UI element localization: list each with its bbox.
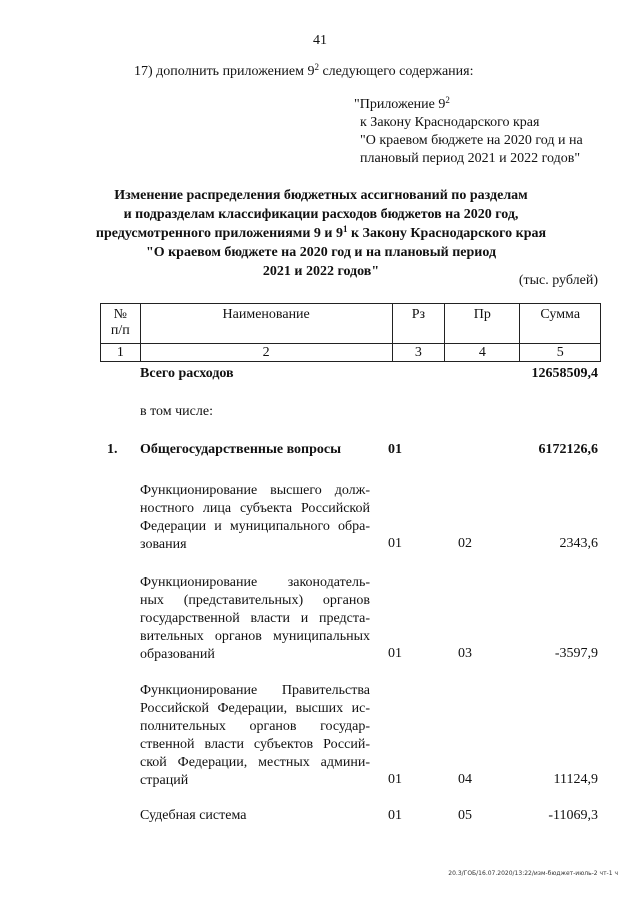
appendix-line2: к Закону Краснодарского края	[360, 115, 540, 130]
colnum-5: 5	[520, 344, 601, 362]
title-line3-suffix: к Закону Краснодарского края	[347, 226, 547, 241]
title-line2: и подразделам классификации расходов бюджетов на 2020 год,	[123, 207, 519, 222]
section1-name: Общегосударственные вопросы	[140, 442, 342, 457]
title-line1: Изменение распределения бюджетных ассигнований по разделам	[114, 188, 528, 203]
colnum-4: 4	[445, 344, 520, 362]
appendix-line3: "О краевом бюджете на 2020 год и на	[360, 133, 583, 148]
row3-rz: 01	[388, 772, 402, 787]
row3-pr: 04	[458, 772, 472, 787]
colnum-1: 1	[101, 344, 141, 362]
section1-num: 1.	[107, 442, 118, 457]
appendix-line1: "Приложение 9	[354, 97, 446, 112]
header-sum: Сумма	[520, 304, 601, 344]
intro-text	[134, 64, 474, 80]
intro-suffix: следующего содержания:	[318, 64, 474, 79]
total-sum: 12658509,4	[531, 366, 598, 381]
total-name: Всего расходов	[140, 366, 234, 381]
intro-sup: 2	[314, 62, 319, 72]
header-rz: Рз	[392, 304, 445, 344]
section1-sum: 6172126,6	[538, 442, 598, 457]
title-line3-prefix: предусмотренного приложениями 9 и 9	[95, 226, 343, 241]
row1-pr: 02	[458, 536, 472, 551]
footer-code: 20.3/ГОБ/16.07.2020/13:22/изм-бюджет-июль-2 чт-1 ч	[448, 870, 618, 877]
title-line4: "О краевом бюджете на 2020 год и на плановый период	[145, 245, 497, 260]
including-label: в том числе:	[140, 404, 213, 419]
row4-pr: 05	[458, 808, 472, 823]
units-label: (тыс. рублей)	[518, 273, 598, 288]
row2-name: Функционирование законодатель- ных (представительных) органов государственной власти и предста- вительных органов муниципальных образований	[140, 575, 370, 662]
row1-rz: 01	[388, 536, 402, 551]
row1-name: Функционирование высшего долж- ностного лица субъекта Российской Федерации и муниципального обра- зования	[140, 483, 370, 552]
row1-sum: 2343,6	[559, 536, 598, 551]
row4-rz: 01	[388, 808, 402, 823]
title-line5: 2021 и 2022 годов"	[262, 264, 380, 279]
colnum-3: 3	[392, 344, 445, 362]
table-header	[100, 303, 601, 362]
row4-name: Судебная система	[140, 808, 247, 823]
header-num: № п/п	[101, 304, 141, 344]
page-number: 41	[313, 33, 327, 48]
header-pr: Пр	[445, 304, 520, 344]
intro-prefix: 17) дополнить приложением 9	[134, 64, 315, 79]
title-sup: 1	[342, 224, 348, 234]
document-title	[60, 186, 582, 281]
row2-rz: 01	[388, 646, 402, 661]
row2-pr: 03	[458, 646, 472, 661]
appendix-sup: 2	[445, 95, 450, 105]
appendix-line4: плановый период 2021 и 2022 годов"	[360, 151, 581, 166]
colnum-2: 2	[140, 344, 392, 362]
header-name: Наименование	[140, 304, 392, 344]
section1-rz: 01	[388, 442, 402, 457]
row2-sum: -3597,9	[554, 646, 598, 661]
row3-name: Функционирование Правительства Российской Федерации, высших ис- полнительных органов государ- ственной власти субъектов Россий- ской Федерации, местных админи- страций	[140, 683, 370, 788]
row3-sum: 11124,9	[553, 772, 598, 787]
appendix-header	[354, 96, 583, 168]
row4-sum: -11069,3	[548, 808, 598, 823]
